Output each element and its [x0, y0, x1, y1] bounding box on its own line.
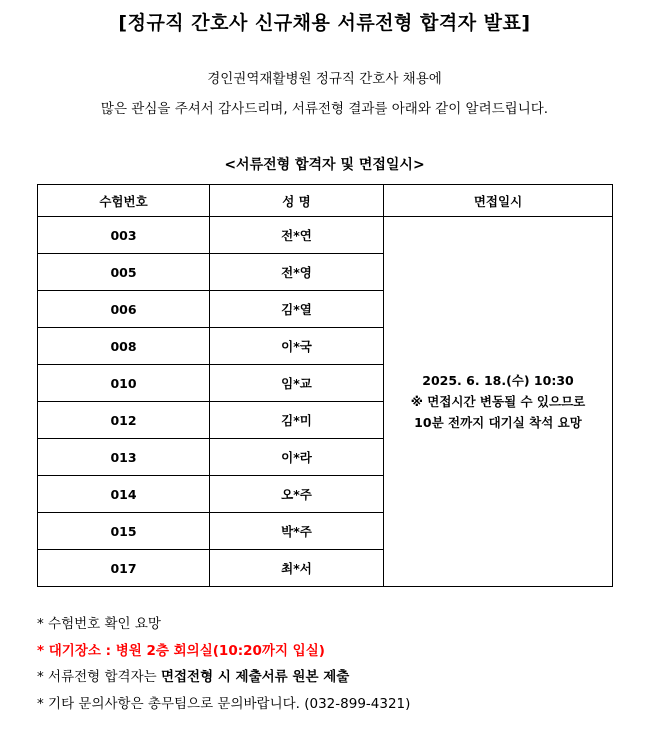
- interview-note-2: 10분 전까지 대기실 착석 요망: [414, 415, 582, 430]
- note-waiting-place: * 대기장소 : 병원 2층 회의실(10:20까지 입실): [37, 642, 325, 659]
- exam-number-cell: 014: [38, 476, 210, 513]
- name-cell: 이*국: [210, 328, 384, 365]
- note-documents-prefix: * 서류전형 합격자는: [37, 669, 161, 685]
- exam-number-cell: 017: [38, 550, 210, 587]
- name-cell: 오*주: [210, 476, 384, 513]
- header-name: 성 명: [210, 185, 384, 217]
- exam-number-cell: 005: [38, 254, 210, 291]
- intro-line-2: 많은 관심을 주셔서 감사드리며, 서류전형 결과를 아래와 같이 알려드립니다.: [100, 101, 549, 117]
- note-contact: * 기타 문의사항은 총무팀으로 문의바랍니다. (032-899-4321): [37, 695, 411, 712]
- exam-number-cell: 010: [38, 365, 210, 402]
- exam-number-cell: 008: [38, 328, 210, 365]
- page-title: [정규직 간호사 신규채용 서류전형 합격자 발표]: [118, 12, 531, 34]
- interview-datetime: 2025. 6. 18.(수) 10:30: [422, 373, 574, 388]
- name-cell: 최*서: [210, 550, 384, 587]
- header-interview-datetime: 면접일시: [384, 185, 613, 217]
- name-cell: 전*연: [210, 217, 384, 254]
- header-exam-number: 수험번호: [38, 185, 210, 217]
- notes-list: [37, 611, 410, 717]
- interview-schedule-cell: [384, 217, 613, 587]
- exam-number-cell: 006: [38, 291, 210, 328]
- name-cell: 김*열: [210, 291, 384, 328]
- name-cell: 전*영: [210, 254, 384, 291]
- name-cell: 김*미: [210, 402, 384, 439]
- table-row: [38, 217, 613, 254]
- exam-number-cell: 015: [38, 513, 210, 550]
- name-cell: 박*주: [210, 513, 384, 550]
- table-header-row: [38, 185, 613, 217]
- exam-number-cell: 012: [38, 402, 210, 439]
- note-documents: [37, 664, 410, 691]
- table-title: <서류전형 합격자 및 면접일시>: [224, 157, 425, 173]
- exam-number-cell: 013: [38, 439, 210, 476]
- interview-note-1: ※ 면접시간 변동될 수 있으므로: [410, 394, 586, 409]
- exam-number-cell: 003: [38, 217, 210, 254]
- name-cell: 이*라: [210, 439, 384, 476]
- intro-line-1: 경인권역재활병원 정규직 간호사 채용에: [207, 71, 442, 87]
- name-cell: 임*교: [210, 365, 384, 402]
- results-table: [37, 184, 613, 587]
- note-documents-emphasis: 면접전형 시 제출서류 원본 제출: [160, 669, 350, 685]
- note-exam-number: * 수험번호 확인 요망: [37, 616, 161, 632]
